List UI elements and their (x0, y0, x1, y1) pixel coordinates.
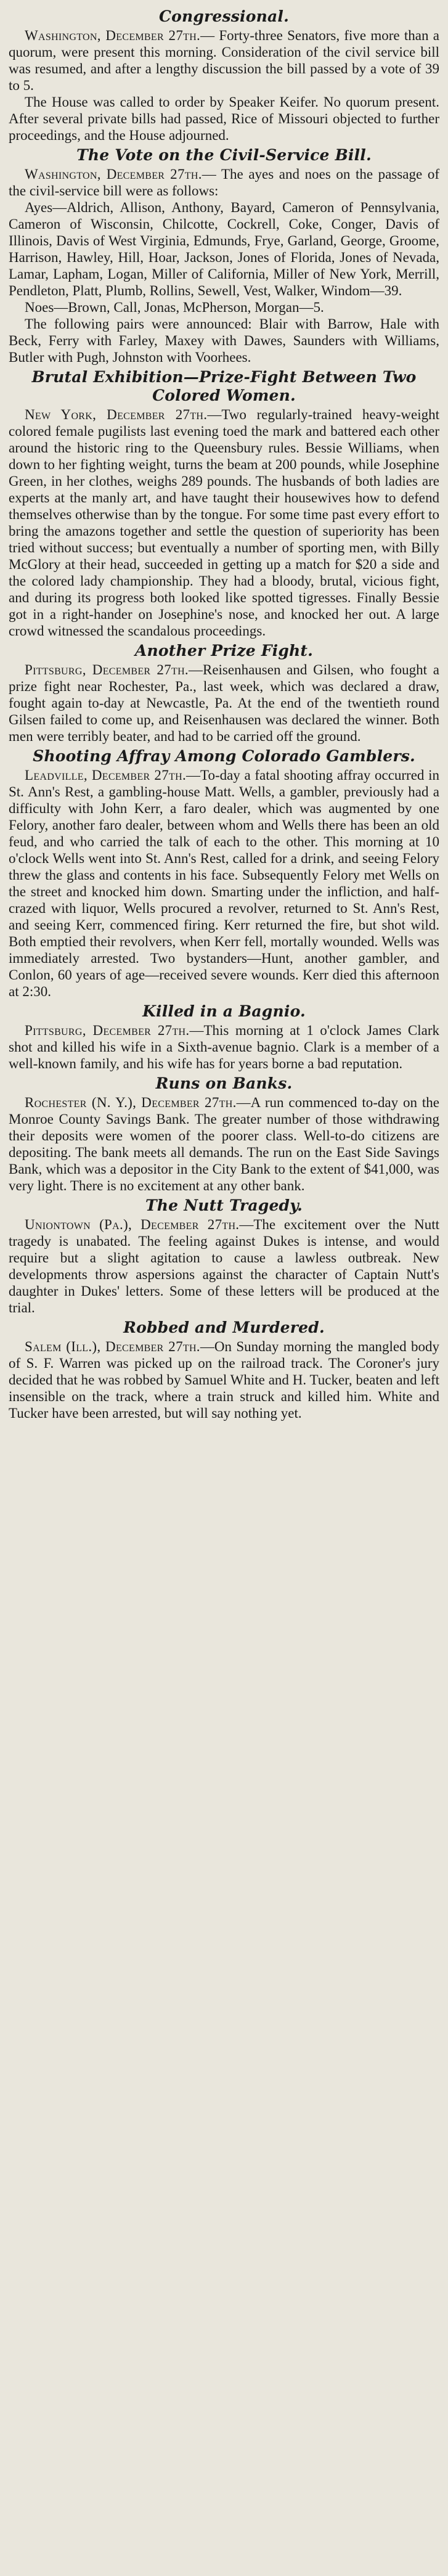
article-paragraph (9, 1022, 439, 1072)
dateline: Rochester (N. Y.), December 27th. (25, 1095, 237, 1110)
article-paragraph: The House was called to order by Speaker Keifer. No quorum present. After several private bills had passed, Rice of Missouri objected to further proceedings, and the House adjourned. (9, 94, 439, 143)
article-text: — The ayes and noes on the passage of the civil-service bill were as follows: (9, 166, 439, 198)
headline-runs-on-banks: Runs on Banks. (155, 1074, 293, 1092)
noes-list: Noes—Brown, Call, Jonas, McPherson, Morgan—5. (25, 300, 324, 315)
article-text: —Two regularly-trained heavy-weight colored female pugilists last evening toed the mark and battered each other around the historic ring to the Queensbury rules. Bessie Williams, when down to her fighting weight, turns the beam at 200 pounds, while Josephine Green, in her clothes, weighs 289 pounds. The husbands of both ladies are experts at the manly art, and have taught their housewives how to defend themselves otherwise than by the tongue. For some time past every effort to bring the amazons together and settle the question of superiority has been tried without success; but eventually a number of sporting men, with Billy McGlory at their head, succeeded in getting up a match for $20 a side and the colored lady championship. They had a bloody, brutal, vicious fight, and during its progress both looked like spotted tigresses. Finally Bessie got in a right-hander on Josephine's nose, and knocked her out. A large crowd witnessed the scandalous proceedings. (9, 407, 439, 639)
dateline: New York, December 27th. (25, 407, 208, 422)
article-paragraph (9, 661, 439, 745)
article-paragraph (9, 166, 439, 199)
dateline: Washington, December 27th. (25, 28, 201, 43)
dateline: Pittsburg, December 27th. (25, 662, 189, 677)
article-paragraph (9, 406, 439, 639)
pairs-list: The following pairs were announced: Blair with Barrow, Hale with Beck, Ferry with Farley, Maxey with Dawes, Saunders with Williams, Butler with Pugh, Johnston with Voorhees. (9, 316, 439, 365)
article-text: —This morning at 1 o'clock James Clark shot and killed his wife in a Sixth-avenue bagnio. Clark is a member of a well-known family, and his wife has for years borne a bad reputation. (9, 1023, 439, 1071)
headline-killed-in-bagnio: Killed in a Bagnio. (142, 1002, 306, 1020)
ayes-list: Ayes—Aldrich, Allison, Anthony, Bayard, Cameron of Pennsylvania, Cameron of Wisconsin, Chilcotte, Cockrell, Coke, Conger, Davis of Illinois, Davis of West Virginia, Edmunds, Frye, Garland, George, Groome, Harrison, Hawley, Hill, Hoar, Jackson, Jones of Florida, Jones of Nevada, Lamar, Lapham, Logan, Miller of California, Miller of New York, Merrill, Pendleton, Platt, Plumb, Rollins, Sewell, Vest, Walker, Windom—39. (9, 200, 439, 298)
dateline: Uniontown (Pa.), December 27th. (25, 1217, 240, 1232)
headline-congressional: Congressional. (158, 7, 289, 25)
dateline: Salem (Ill.), December 27th. (25, 1339, 200, 1354)
headline-nutt-tragedy: The Nutt Tragedy. (145, 1196, 303, 1214)
dateline: Washington, December 27th. (25, 166, 202, 182)
article-paragraph (9, 767, 439, 1000)
article-text: —On Sunday morning the mangled body of S. F. Warren was picked up on the railroad track. The Coroner's jury decided that he was robbed by Samuel White and H. Tucker, beaten and left insensible on the track, where a train struck and killed him. White and Tucker have been arrested, but will say nothing yet. (9, 1339, 439, 1421)
article-paragraph (9, 1338, 439, 1421)
article-text: — Forty-three Senators, five more than a quorum, were present this morning. Consideration of the civil service bill was resumed, and after a lengthy discussion the bill passed by a vote of 39 to 5. (9, 28, 439, 93)
article-text: —Reisenhausen and Gilsen, who fought a prize fight near Rochester, Pa., last week, which was declared a draw, fought again to-day at Newcastle, Pa. At the end of the twentieth round Gilsen failed to come up, and Reisenhausen was declared the winner. Both men were terribly beater, and had to be carried off the ground. (9, 662, 439, 744)
dateline: Leadville, December 27th. (25, 767, 186, 783)
article-paragraph (9, 27, 439, 94)
article-text: —The excitement over the Nutt tragedy is unabated. The feeling against Dukes is intense, and would require but a slight agitation to cause a lawless outbreak. New developments throw aspersions against the character of Captain Nutt's daughter in Dukes' letters. Some of these letters will be produced at the trial. (9, 1217, 439, 1315)
headline-civil-service-vote: The Vote on the Civil-Service Bill. (76, 146, 372, 164)
headline-another-prize-fight: Another Prize Fight. (134, 642, 314, 660)
article-paragraph (9, 1094, 439, 1194)
headline-robbed-and-murdered: Robbed and Murdered. (123, 1319, 325, 1336)
article-paragraph (9, 1216, 439, 1316)
dateline: Pittsburg, December 27th. (25, 1023, 190, 1038)
headline-shooting-affray: Shooting Affray Among Colorado Gamblers. (33, 747, 415, 765)
headline-prize-fight-women: Brutal Exhibition—Prize-Fight Between Two Colored Women. (31, 368, 417, 404)
article-text: —A run commenced to-day on the Monroe County Savings Bank. The greater number of those withdrawing their deposits were women of the poorer class. Well-to-do citizens are depositing. The bank meets all demands. The run on the East Side Savings Bank, which was a depositor in the City Bank to the extent of $41,000, was very light. There is no excitement at any other bank. (9, 1095, 439, 1193)
article-text: —To-day a fatal shooting affray occurred in St. Ann's Rest, a gambling-house Matt. Wells, a gambler, previously had a difficulty with John Kerr, a faro dealer, which was augmented by one Felory, another faro dealer, between whom and Wells there has been an old feud, and who carried the talk of each to the other. This morning at 10 o'clock Wells went into St. Ann's Rest, called for a drink, and seeing Felory threw the glass and contents in his face. Subsequently Felory met Wells on the street and knocked him down. Smarting under the infliction, and half-crazed with liquor, Wells procured a revolver, returned to St. Ann's Rest, and seeing Kerr, commenced firing. Kerr returned the fire, but shot wild. Both emptied their revolvers, when Kerr fell, mortally wounded. Wells was immediately arrested. Two bystanders—Hunt, another gambler, and Conlon, 60 years of age—received severe wounds. Kerr died this afternoon at 2:30. (9, 767, 439, 999)
